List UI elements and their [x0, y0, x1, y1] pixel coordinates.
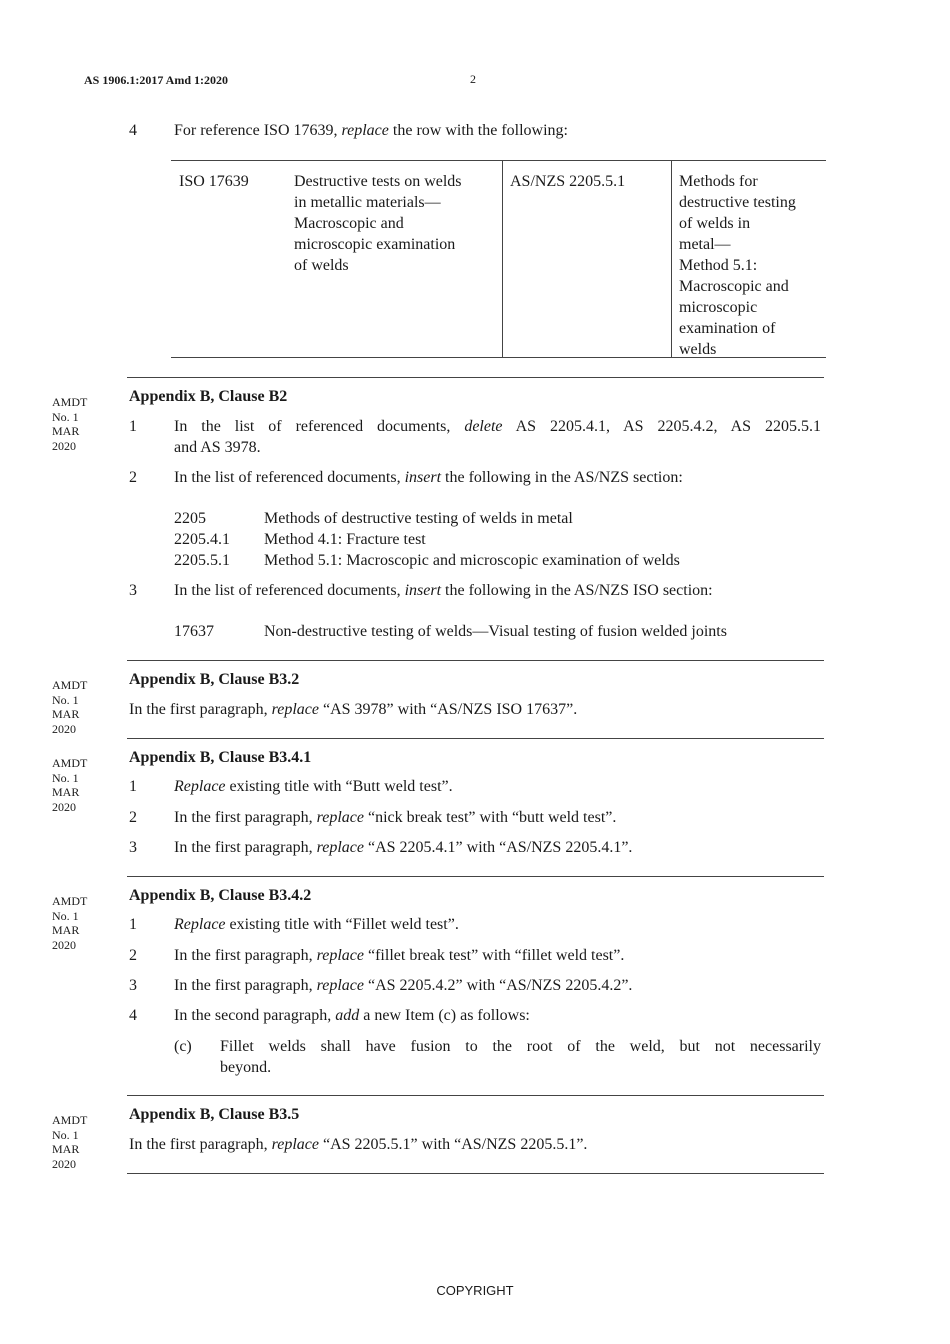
- item-number: 3: [129, 582, 137, 599]
- item-text: In the first paragraph, replace “nick break test” with “butt weld test”.: [174, 809, 617, 826]
- table-column-divider: [671, 160, 672, 357]
- section-heading: Appendix B, Clause B3.2: [129, 671, 300, 688]
- sub-item-label: (c): [174, 1038, 192, 1055]
- section-rule: [127, 738, 824, 739]
- amendment-marker: AMDT No. 1 MAR 2020: [52, 894, 88, 952]
- amendment-marker: AMDT No. 1 MAR 2020: [52, 678, 88, 736]
- section-heading: Appendix B, Clause B3.4.1: [129, 749, 312, 766]
- section-rule: [127, 1095, 824, 1096]
- item-text-continued: and AS 3978.: [174, 439, 261, 456]
- item-number: 1: [129, 418, 137, 435]
- table-cell-equivalent: AS/NZS 2205.5.1: [510, 173, 626, 190]
- section-heading: Appendix B, Clause B3.5: [129, 1106, 300, 1123]
- table-column-divider: [502, 160, 503, 357]
- ref-title: Non-destructive testing of welds—Visual testing of fusion welded joints: [264, 623, 727, 640]
- item-number: 3: [129, 977, 137, 994]
- amendment-marker: AMDT No. 1 MAR 2020: [52, 395, 88, 453]
- amendment-marker: AMDT No. 1 MAR 2020: [52, 1113, 88, 1171]
- item-text: In the first paragraph, replace “AS 2205.4.2” with “AS/NZS 2205.4.2”.: [174, 977, 633, 994]
- sub-item-text-continued: beyond.: [220, 1059, 272, 1076]
- ref-code: 2205.5.1: [174, 552, 230, 569]
- item-text: In the list of referenced documents, insert the following in the AS/NZS ISO section:: [174, 582, 713, 599]
- document-id: AS 1906.1:2017 Amd 1:2020: [84, 73, 229, 87]
- table-cell-equivalent-title: Methods for destructive testing of welds in metal— Method 5.1: Macroscopic and microscopic examination of welds: [679, 173, 796, 358]
- section-heading: Appendix B, Clause B3.4.2: [129, 887, 312, 904]
- item-number: 1: [129, 916, 137, 933]
- ref-code: 2205.4.1: [174, 531, 230, 548]
- section-rule: [127, 876, 824, 877]
- table-cell-reference: ISO 17639: [179, 173, 249, 190]
- item-number: 4: [129, 1007, 137, 1024]
- ref-title: Method 5.1: Macroscopic and microscopic examination of welds: [264, 552, 680, 569]
- section-rule: [127, 377, 824, 378]
- item-text: In the first paragraph, replace “AS 2205.4.1” with “AS/NZS 2205.4.1”.: [174, 839, 633, 856]
- amendment-marker: AMDT No. 1 MAR 2020: [52, 756, 88, 814]
- item-text: Replace existing title with “Butt weld test”.: [174, 778, 453, 795]
- ref-title: Methods of destructive testing of welds in metal: [264, 510, 573, 527]
- section-heading: Appendix B, Clause B2: [129, 388, 288, 405]
- section-rule: [127, 1173, 824, 1174]
- ref-code: 17637: [174, 623, 214, 640]
- intro-instruction: For reference ISO 17639, replace the row with the following:: [174, 122, 568, 139]
- sub-item-text: Fillet welds shall have fusion to the root of the weld, but not necessarily: [220, 1038, 821, 1055]
- item-text: In the list of referenced documents, insert the following in the AS/NZS section:: [174, 469, 683, 486]
- page-number: 2: [470, 72, 476, 86]
- paragraph-text: In the first paragraph, replace “AS 2205.5.1” with “AS/NZS 2205.5.1”.: [129, 1136, 588, 1153]
- copyright-footer: COPYRIGHT: [436, 1283, 514, 1298]
- item-text: Replace existing title with “Fillet weld test”.: [174, 916, 459, 933]
- item-number: 2: [129, 469, 137, 486]
- ref-title: Method 4.1: Fracture test: [264, 531, 426, 548]
- item-number: 3: [129, 839, 137, 856]
- paragraph-text: In the first paragraph, replace “AS 3978” with “AS/NZS ISO 17637”.: [129, 701, 578, 718]
- table-top-rule: [171, 160, 826, 161]
- item-text: In the list of referenced documents, delete AS 2205.4.1, AS 2205.4.2, AS 2205.5.1: [174, 418, 821, 435]
- ref-code: 2205: [174, 510, 206, 527]
- item-number: 2: [129, 809, 137, 826]
- item-number: 1: [129, 778, 137, 795]
- table-cell-title: Destructive tests on welds in metallic materials— Macroscopic and microscopic examination of welds: [294, 173, 462, 274]
- item-text: In the second paragraph, add a new Item (c) as follows:: [174, 1007, 530, 1024]
- item-number: 2: [129, 947, 137, 964]
- section-rule: [127, 660, 824, 661]
- item-text: In the first paragraph, replace “fillet break test” with “fillet weld test”.: [174, 947, 625, 964]
- item-number: 4: [129, 122, 137, 139]
